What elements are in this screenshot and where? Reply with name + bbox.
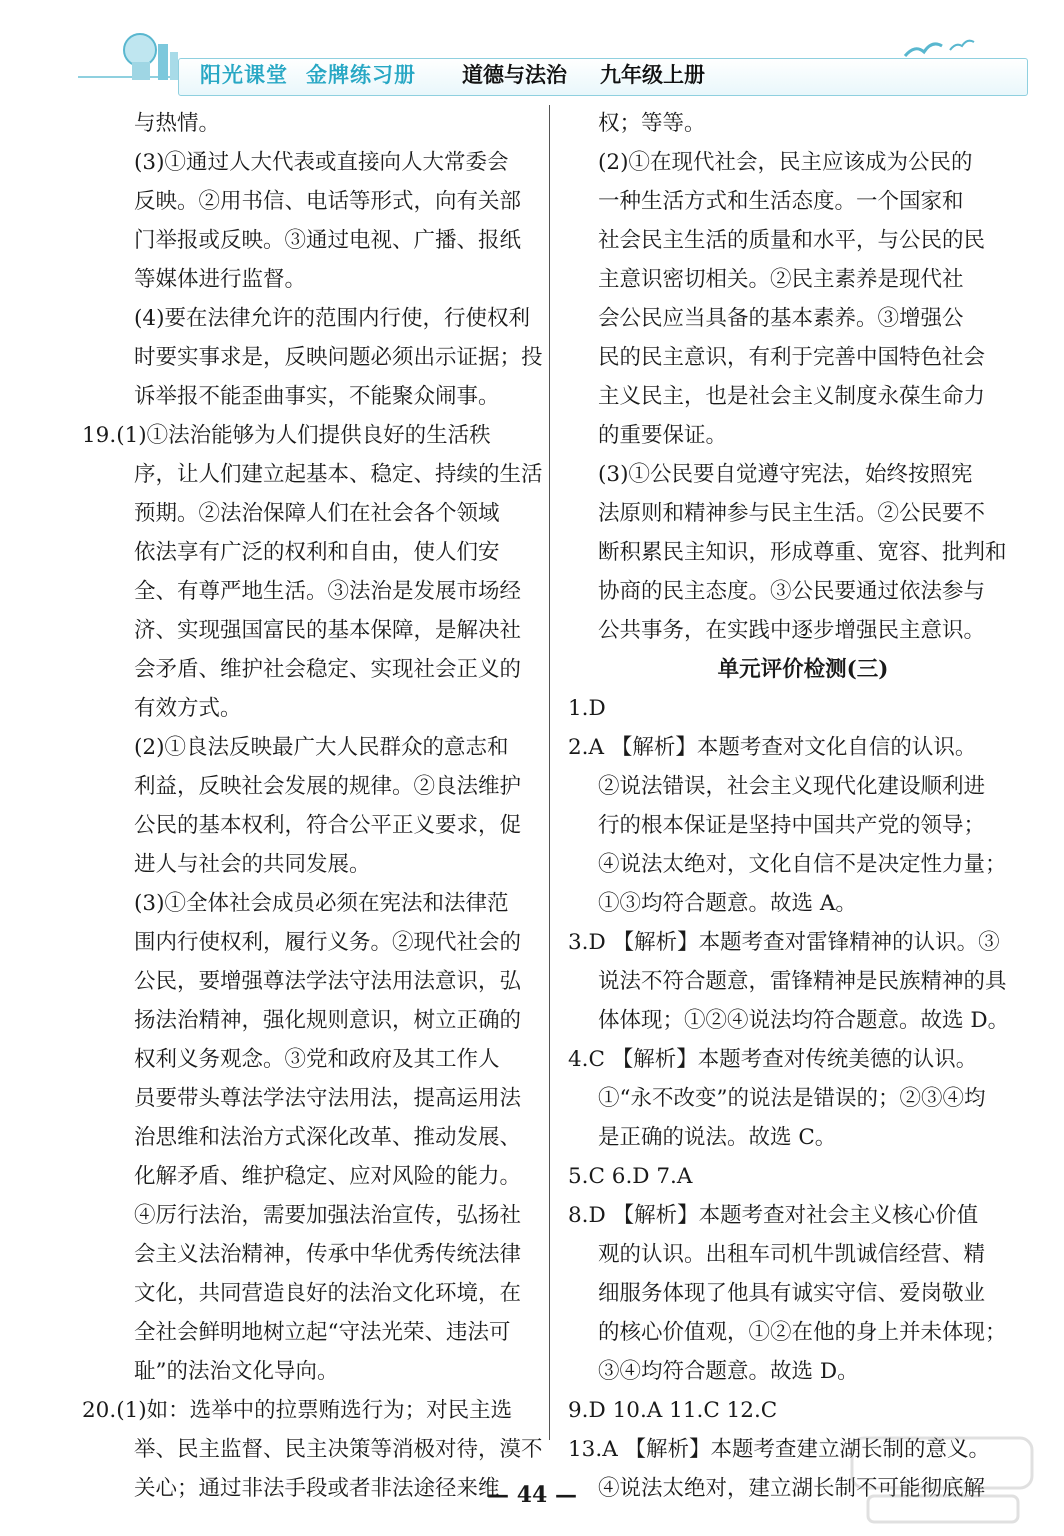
- text-line: 诉举报不能歪曲事实，不能聚众闹事。: [134, 384, 500, 409]
- text-line: 行的根本保证是坚持中国共产党的领导；: [598, 813, 986, 838]
- text-line: ④说法太绝对，建立湖长制不可能彻底解: [598, 1476, 986, 1501]
- header-subject: 道德与法治: [462, 63, 567, 87]
- text-line: ②说法错误，社会主义现代化建设顺利进: [598, 774, 986, 799]
- text-line: 协商的民主态度。③公民要通过依法参与: [598, 579, 986, 604]
- text-line: 围内行使权利，履行义务。②现代社会的: [134, 930, 522, 955]
- text-line: 预期。②法治保障人们在社会各个领域: [134, 501, 500, 526]
- header-grade: 九年级上册: [600, 63, 705, 87]
- text-line: 法原则和精神参与民主生活。②公民要不: [598, 501, 986, 526]
- answer-line: 2.A 【解析】本题考查对文化自信的认识。: [568, 735, 977, 760]
- page-header: [0, 0, 1064, 100]
- text-line: 公共事务，在实践中逐步增强民主意识。: [598, 618, 986, 643]
- text-line: 文化，共同营造良好的法治文化环境，在: [134, 1281, 522, 1306]
- text-line: 一种生活方式和生活态度。一个国家和: [598, 189, 964, 214]
- text-line: 依法享有广泛的权利和自由，使人们安: [134, 540, 500, 565]
- column-divider: [549, 105, 550, 1440]
- text-line: 利益，反映社会发展的规律。②良法维护: [134, 774, 522, 799]
- text-line: 公民的基本权利，符合公平正义要求，促: [134, 813, 522, 838]
- text-line: 全、有尊严地生活。③法治是发展市场经: [134, 579, 522, 604]
- text-line: 会矛盾、维护社会稳定、实现社会正义的: [134, 657, 522, 682]
- text-line: 观的认识。出租车司机牛凯诚信经营、精: [598, 1242, 986, 1267]
- text-line: ①③均符合题意。故选 A。: [598, 891, 857, 916]
- question-19: 19.(1)①法治能够为人们提供良好的生活秩: [82, 423, 491, 448]
- text-line: 员要带头尊法学法守法用法，提高运用法: [134, 1086, 522, 1111]
- text-line: 会公民应当具备的基本素养。③增强公: [598, 306, 964, 331]
- brand-name-1: 阳光课堂: [200, 63, 288, 87]
- text-line: 社会民主生活的质量和水平，与公民的民: [598, 228, 986, 253]
- text-line: 有效方式。: [134, 696, 242, 721]
- text-line: (3)①全体社会成员必须在宪法和法律范: [134, 891, 509, 916]
- text-line: (2)①良法反映最广大人民群众的意志和: [134, 735, 509, 760]
- text-line: 关心；通过非法手段或者非法途径来维: [134, 1476, 500, 1501]
- text-line: (3)①公民要自觉遵守宪法，始终按照宪: [598, 462, 973, 487]
- left-column: [82, 104, 542, 1508]
- text-line: 举、民主监督、民主决策等消极对待，漠不: [134, 1437, 543, 1462]
- text-line: 是正确的说法。故选 C。: [598, 1125, 837, 1150]
- text-line: 时要实事求是，反映问题必须出示证据；投: [134, 345, 543, 370]
- text-line: 门举报或反映。③通过电视、广播、报纸: [134, 228, 522, 253]
- page-number: — 44 —: [487, 1482, 577, 1508]
- text-line: 权；等等。: [598, 111, 706, 136]
- text-line: (3)①通过人大代表或直接向人大常委会: [134, 150, 509, 175]
- question-20: 20.(1)如：选举中的拉票贿选行为；对民主选: [82, 1398, 513, 1423]
- text-line: ④说法太绝对，文化自信不是决定性力量；: [598, 852, 1007, 877]
- text-line: 的重要保证。: [598, 423, 728, 448]
- right-column: [568, 104, 1038, 1508]
- text-line: 化解矛盾、维护稳定、应对风险的能力。: [134, 1164, 522, 1189]
- text-line: ①“永不改变”的说法是错误的；②③④均: [598, 1086, 986, 1111]
- text-line: ④厉行法治，需要加强法治宣传，弘扬社: [134, 1203, 522, 1228]
- text-line: 序，让人们建立起基本、稳定、持续的生活: [134, 462, 543, 487]
- answer-line: 8.D 【解析】本题考查对社会主义核心价值: [568, 1203, 979, 1228]
- text-line: 全社会鲜明地树立起“守法光荣、违法可: [134, 1320, 511, 1345]
- text-line: 细服务体现了他具有诚实守信、爱岗敬业: [598, 1281, 986, 1306]
- text-line: 治思维和法治方式深化改革、推动发展、: [134, 1125, 522, 1150]
- text-line: 说法不符合题意，雷锋精神是民族精神的具: [598, 969, 1007, 994]
- text-line: 等媒体进行监督。: [134, 267, 307, 292]
- answer-line: 9.D 10.A 11.C 12.C: [568, 1398, 778, 1423]
- text-line: 济、实现强国富民的基本保障，是解决社: [134, 618, 522, 643]
- text-line: 主意识密切相关。②民主素养是现代社: [598, 267, 964, 292]
- text-line: 反映。②用书信、电话等形式，向有关部: [134, 189, 522, 214]
- text-line: 扬法治精神，强化规则意识，树立正确的: [134, 1008, 522, 1033]
- header-brand: [200, 59, 434, 89]
- answer-line: 13.A 【解析】本题考查建立湖长制的意义。: [568, 1437, 991, 1462]
- text-line: 耻”的法治文化导向。: [134, 1359, 339, 1384]
- text-line: 会主义法治精神，传承中华优秀传统法律: [134, 1242, 522, 1267]
- section-title: 单元评价检测(三): [717, 657, 889, 682]
- text-line: 权利义务观念。③党和政府及其工作人: [134, 1047, 500, 1072]
- text-line: 断积累民主知识，形成尊重、宽容、批判和: [598, 540, 1007, 565]
- text-line: (4)要在法律允许的范围内行使，行使权利: [134, 306, 530, 331]
- mascot-illustration: [110, 22, 190, 82]
- text-line: 进人与社会的共同发展。: [134, 852, 371, 877]
- text-line: 体体现；①②④说法均符合题意。故选 D。: [598, 1008, 1010, 1033]
- birds-icon: [900, 32, 980, 68]
- watermark-logo: [848, 1430, 1048, 1530]
- answer-line: 4.C 【解析】本题考查对传统美德的认识。: [568, 1047, 978, 1072]
- text-line: 主义民主，也是社会主义制度永葆生命力: [598, 384, 986, 409]
- answer-line: 1.D: [568, 696, 606, 721]
- answer-line: 3.D 【解析】本题考查对雷锋精神的认识。③: [568, 930, 1000, 955]
- text-line: (2)①在现代社会，民主应该成为公民的: [598, 150, 973, 175]
- answer-line: 5.C 6.D 7.A: [568, 1164, 693, 1189]
- text-line: 与热情。: [134, 111, 221, 136]
- text-line: 民的民主意识，有利于完善中国特色社会: [598, 345, 986, 370]
- text-line: ③④均符合题意。故选 D。: [598, 1359, 859, 1384]
- text-line: 的核心价值观，①②在他的身上并未体现；: [598, 1320, 1007, 1345]
- brand-name-2: 金牌练习册: [306, 63, 416, 87]
- text-line: 公民，要增强尊法学法守法用法意识，弘: [134, 969, 522, 994]
